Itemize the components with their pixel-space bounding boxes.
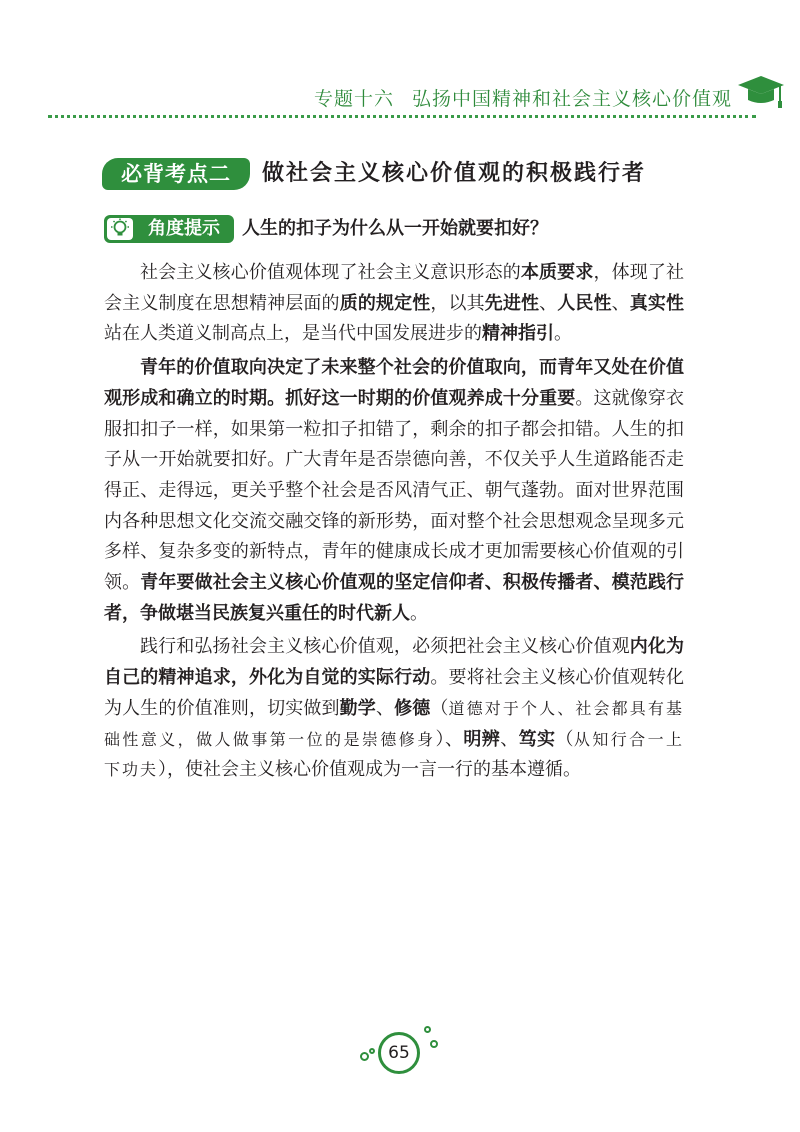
body-run: 。这就像穿衣服扣扣子一样，如果第一粒扣子扣错了，剩余的扣子都会扣错。人生的扣子从一开始就要扣好。广大青年是否崇德向善，不仅关乎人生道路能否走得正、走得远，更关乎整个社会是否风清气正、朝气蓬勃。面对世界范围内各种思想文化交流交融交锋的新形势，面对整个社会思想观念呈现多元多样、复杂多变的新特点，青年的健康成长成才更加需要核心价值观的引领。 [104,387,685,594]
page-number-badge [360,1026,450,1086]
body-run: 、 [539,292,558,314]
emphasis-text: 真实性 [629,292,685,314]
header-title [314,84,732,111]
body-run: ，体现了社会主义制度在思想精神层面的 [104,262,685,314]
body-run: 社会主义核心价值观体现了社会主义意识形态的 [140,262,521,283]
paragraph [104,258,684,350]
emphasis-text: 内化为自己的精神追求，外化为自觉的实际行动 [104,636,685,689]
body-run: 站在人类道义制高点上，是当代中国发展进步的 [104,323,482,345]
body-run: （ [555,728,574,750]
emphasis-text: 青年的价值取向决定了未来整个社会的价值取向，而青年又处在价值观形成和确立的时期。抓好这一时期的价值观养成十分重要 [104,357,684,409]
emphasis-text: 明辨 [463,728,501,750]
topic-label: 专题十六 [313,88,394,110]
decor-dot [430,1040,438,1048]
graduation-cap-icon [736,72,786,112]
emphasis-text: 精神指引 [482,323,554,345]
emphasis-text: 人民性 [557,292,612,314]
emphasis-text: 修德 [394,697,431,719]
body-text [104,258,684,786]
body-run: ，以其 [430,292,485,314]
body-run: 、 [611,292,630,314]
emphasis-text: 质的规定性 [339,292,431,314]
emphasis-text: 青年要做社会主义核心价值观的坚定信仰者、积极传播者、模范践行者，争做堪当民族复兴重任的时代新人 [104,572,685,624]
body-run: 。 [410,602,428,624]
decor-dot [360,1052,369,1061]
paragraph [104,632,684,786]
angle-badge [104,215,234,243]
body-run: ）、 [435,728,464,750]
angle-question: 人生的扣子为什么从一开始就要扣好？ [242,218,548,239]
emphasis-text: 本质要求 [520,262,594,283]
emphasis-text: 笃实 [518,728,556,750]
body-run: 、 [500,728,519,750]
note-text: 道德对于个人、社会都具有基础性意义，做人做事第一位的是崇德修身 [104,698,685,749]
emphasis-text: 先进性 [484,292,540,314]
note-text: 从知行合一上下功夫 [104,729,684,780]
body-run: 。要将社会主义核心价值观转化为人生的价值准则，切实做到 [104,667,685,719]
body-run: （ [430,697,449,719]
body-run: ），使社会主义核心价值观成为一言一行的基本遵循。 [158,759,582,781]
page-header [0,72,800,112]
emphasis-text: 勤学 [339,697,376,719]
chapter-title: 弘扬中国精神和社会主义核心价值观 [411,88,732,110]
decor-dot [424,1026,431,1033]
header-divider [48,115,756,118]
decor-dot [369,1048,375,1054]
section-title: 做社会主义核心价值观的积极践行者 [262,161,647,186]
body-run: 。 [554,323,572,345]
page-number: 65 [378,1032,420,1074]
body-run: 践行和弘扬社会主义核心价值观，必须把社会主义核心价值观 [140,636,630,658]
body-run: 、 [375,697,395,719]
lightbulb-icon [107,218,133,240]
angle-label: 角度提示 [148,218,220,239]
section-badge: 必背考点二 [102,158,250,190]
paragraph [104,353,684,629]
